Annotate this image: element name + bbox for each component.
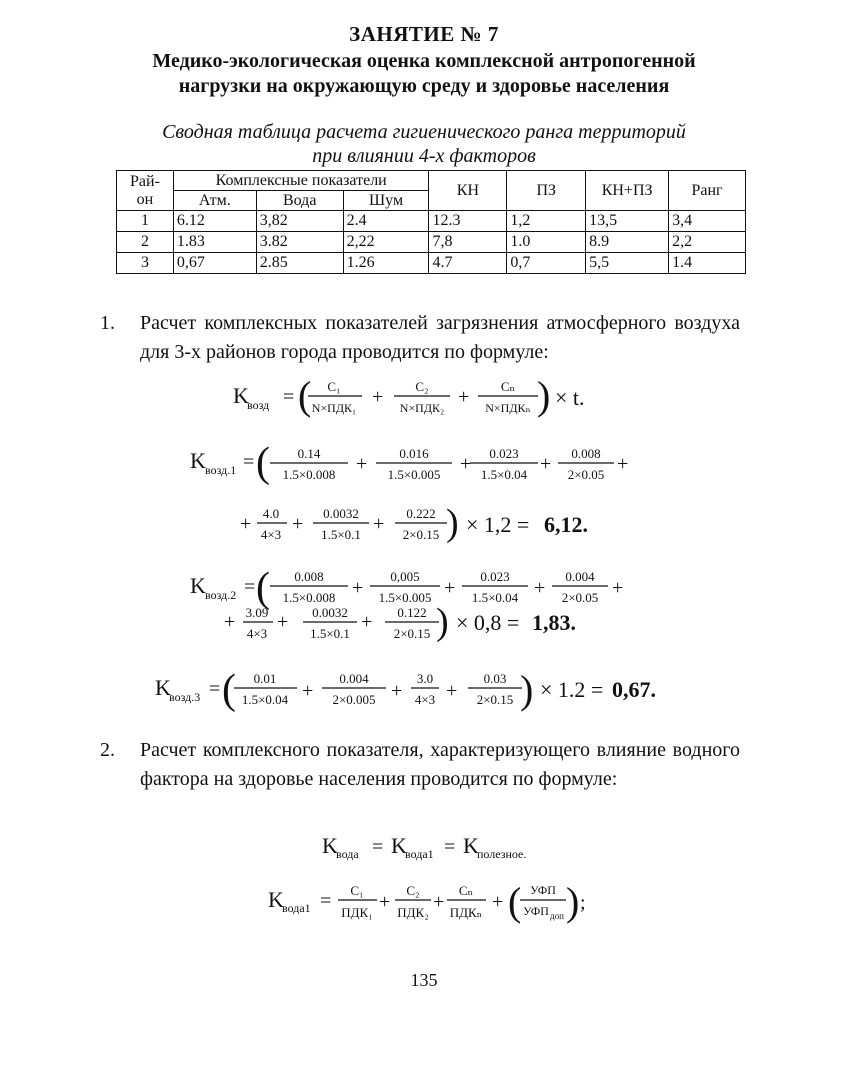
svg-text:+: + (352, 577, 364, 599)
svg-text:+: + (612, 577, 624, 599)
fraction-num: 0.008 (571, 446, 601, 461)
header-knpz: КН+ПЗ (586, 171, 669, 211)
fraction-num: 0.0032 (323, 506, 359, 521)
formula-k2 (190, 565, 623, 643)
formula-result: 0,67. (612, 677, 656, 702)
fraction-num: 0.023 (489, 446, 519, 461)
formula-k: K (322, 833, 338, 858)
formula-general (233, 373, 585, 418)
fraction-den: 4×3 (246, 626, 268, 641)
header-water: Вода (256, 191, 343, 211)
lesson-heading: ЗАНЯТИЕ № 7 (349, 22, 499, 46)
svg-text:(: ( (256, 440, 270, 486)
svg-text:+: + (391, 680, 403, 702)
cell: 2,2 (669, 232, 746, 253)
fraction-num: 0.023 (480, 569, 510, 584)
cell: 1,2 (507, 211, 586, 232)
formula-result: 6,12. (544, 512, 588, 537)
section-2-text: Расчет комплексного показателя, характеризующего влияние водного фактора на здоровье населения проводится по формуле: (140, 739, 740, 790)
header-kn: КН (429, 171, 507, 211)
fraction-num: 0.0032 (312, 605, 348, 620)
svg-text:(: ( (256, 565, 270, 611)
fraction-den: N×ПДК₂ (399, 401, 445, 415)
fraction-num: 3.0 (416, 671, 434, 686)
formula-lhs: K (268, 887, 284, 912)
fraction-den: ПДК₂ (397, 905, 429, 920)
cell: 13,5 (586, 211, 669, 232)
formula-lhs-sub: возд.2 (205, 588, 237, 602)
formula-tail: × t. (555, 385, 585, 410)
fraction-num: 0.004 (339, 671, 369, 686)
fraction-den: 1.5×0.008 (282, 467, 336, 482)
svg-text:=: = (244, 576, 256, 598)
cell: 1.0 (507, 232, 586, 253)
svg-text:+: + (361, 611, 373, 633)
fraction-den: 1.5×0.1 (321, 527, 361, 542)
fraction-num: УФП (530, 883, 556, 897)
formula-k3 (155, 667, 656, 713)
fraction-num: 4.0 (262, 506, 280, 521)
fraction-num: C₁ (350, 883, 364, 898)
svg-text:+: + (433, 891, 445, 913)
fraction-num: 0.004 (565, 569, 595, 584)
table-caption-line-1: Сводная таблица расчета гигиенического ранга территорий (162, 121, 686, 143)
formula-lhs-sub: возд (247, 398, 270, 412)
fraction-den: 1.5×0.008 (282, 590, 336, 605)
fraction-num: 0.222 (406, 506, 436, 521)
cell: 2 (117, 232, 174, 253)
fraction-den: N×ПДКₙ (485, 401, 531, 415)
svg-text:=: = (372, 836, 384, 858)
fraction-den: N×ПДК₁ (311, 401, 357, 415)
section-1-text: Расчет комплексных показателей загрязнения атмосферного воздуха для 3-х районов города проводится по формуле: (140, 312, 740, 363)
table-caption-line-2: при влиянии 4-х факторов (312, 145, 536, 167)
formula-lhs-sub: возд.3 (169, 690, 201, 704)
fraction-num: Cₙ (458, 883, 474, 898)
svg-text:+: + (379, 891, 391, 913)
fraction-num: C₂ (406, 883, 420, 898)
svg-text:+: + (446, 680, 458, 702)
formula-factor: × 0,8 = (456, 610, 520, 635)
svg-text:+: + (240, 513, 252, 535)
svg-text:=: = (209, 678, 221, 700)
svg-text:): ) (520, 667, 534, 712)
fraction-num: 0.008 (294, 569, 324, 584)
cell: 4.7 (429, 253, 507, 274)
fraction-den: ПДК₁ (341, 905, 373, 920)
svg-text:(: ( (298, 373, 312, 418)
fraction-den: 1.5×0.005 (387, 467, 441, 482)
fraction-den: 1.5×0.005 (378, 590, 432, 605)
fraction-num: Cₙ (500, 379, 516, 394)
formula-lhs-sub: возд.1 (205, 463, 237, 477)
fraction-den: 2×0.15 (393, 626, 431, 641)
formula-lhs: K (233, 383, 249, 408)
cell: 1.4 (669, 253, 746, 274)
formula-tail: ; (580, 892, 586, 914)
header-rank: Ранг (669, 171, 746, 211)
svg-text:+: + (460, 453, 472, 475)
cell: 8.9 (586, 232, 669, 253)
svg-text:(: ( (222, 667, 236, 713)
svg-text:+: + (492, 891, 504, 913)
title-line-2: нагрузки на окружающую среду и здоровье населения (178, 75, 670, 97)
formula-sub: вода1 (405, 847, 434, 861)
formula-result: 1,83. (532, 610, 576, 635)
cell: 3.82 (256, 232, 343, 253)
cell: 3,4 (669, 211, 746, 232)
fraction-num: 0.01 (253, 671, 277, 686)
cell: 12.3 (429, 211, 507, 232)
formula-sub: вода (336, 847, 359, 861)
fraction-den: 1.5×0.04 (241, 692, 289, 707)
fraction-den: 1.5×0.04 (480, 467, 528, 482)
fraction-den: 1.5×0.1 (310, 626, 350, 641)
svg-text:): ) (446, 502, 459, 544)
formula-water1 (268, 879, 586, 924)
fraction-num: 0.14 (297, 446, 321, 461)
formula-water-equality (322, 833, 526, 861)
header-atm: Атм. (173, 191, 256, 211)
formula-k: K (463, 833, 479, 858)
svg-text:=: = (283, 386, 295, 408)
formula-lhs: K (155, 675, 171, 700)
svg-text:): ) (537, 373, 551, 418)
svg-text:+: + (224, 611, 236, 633)
formula-lhs-sub: вода1 (282, 901, 311, 915)
fraction-den: УФП (523, 904, 549, 918)
cell: 1.83 (173, 232, 256, 253)
cell: 3,82 (256, 211, 343, 232)
fraction-num: 3.09 (245, 605, 269, 620)
fraction-num: C₁ (327, 379, 341, 394)
fraction-den: 4×3 (414, 692, 436, 707)
formula-lhs: K (190, 448, 206, 473)
svg-text:+: + (444, 577, 456, 599)
fraction-num: 0.122 (397, 605, 427, 620)
page-number: 135 (410, 970, 438, 990)
formula-k1 (190, 440, 628, 544)
title-line-1: Медико-экологическая оценка комплексной антропогенной (152, 50, 696, 72)
cell: 2,22 (343, 232, 429, 253)
svg-text:+: + (540, 453, 552, 475)
formula-k: K (391, 833, 407, 858)
header-pz: ПЗ (507, 171, 586, 211)
svg-text:+: + (277, 611, 289, 633)
fraction-den: 2×0.05 (561, 590, 599, 605)
svg-text:): ) (566, 879, 580, 924)
cell: 2.4 (343, 211, 429, 232)
svg-text:+: + (617, 453, 629, 475)
svg-text:+: + (534, 577, 546, 599)
fraction-den: ПДКₙ (449, 905, 483, 920)
cell: 3 (117, 253, 174, 274)
svg-text:=: = (320, 890, 332, 912)
cell: 2.85 (256, 253, 343, 274)
cell: 6.12 (173, 211, 256, 232)
fraction-den: 2×0.005 (332, 692, 376, 707)
fraction-den-sub: доп (550, 911, 564, 921)
header-district: Рай- он (117, 171, 174, 211)
cell: 1.26 (343, 253, 429, 274)
cell: 7,8 (429, 232, 507, 253)
svg-text:=: = (444, 836, 456, 858)
svg-text:+: + (458, 386, 470, 408)
fraction-den: 1.5×0.04 (471, 590, 519, 605)
svg-text:=: = (243, 451, 255, 473)
formula-sub: полезное. (477, 847, 527, 861)
formula-lhs: K (190, 573, 206, 598)
fraction-num: 0,005 (390, 569, 420, 584)
fraction-num: 0.03 (483, 671, 507, 686)
fraction-num: 0.016 (399, 446, 429, 461)
svg-text:+: + (302, 680, 314, 702)
cell: 0,67 (173, 253, 256, 274)
section-2-number: 2. (100, 739, 115, 761)
cell: 0,7 (507, 253, 586, 274)
fraction-den: 4×3 (260, 527, 282, 542)
section-2 (100, 736, 740, 794)
fraction-num: C₂ (415, 379, 429, 394)
fraction-den: 2×0.15 (402, 527, 440, 542)
formula-factor: × 1,2 = (466, 512, 530, 537)
header-noise: Шум (343, 191, 429, 211)
svg-text:+: + (292, 513, 304, 535)
fraction-den: 2×0.15 (476, 692, 514, 707)
svg-text:+: + (356, 453, 368, 475)
section-1-number: 1. (100, 312, 115, 334)
formula-factor: × 1.2 = (540, 677, 604, 702)
svg-text:+: + (373, 513, 385, 535)
cell: 1 (117, 211, 174, 232)
header-complex: Комплексные показатели (173, 171, 429, 191)
svg-text:(: ( (508, 879, 522, 924)
cell: 5,5 (586, 253, 669, 274)
svg-text:): ) (436, 601, 449, 643)
svg-text:+: + (372, 386, 384, 408)
fraction-den: 2×0.05 (567, 467, 605, 482)
